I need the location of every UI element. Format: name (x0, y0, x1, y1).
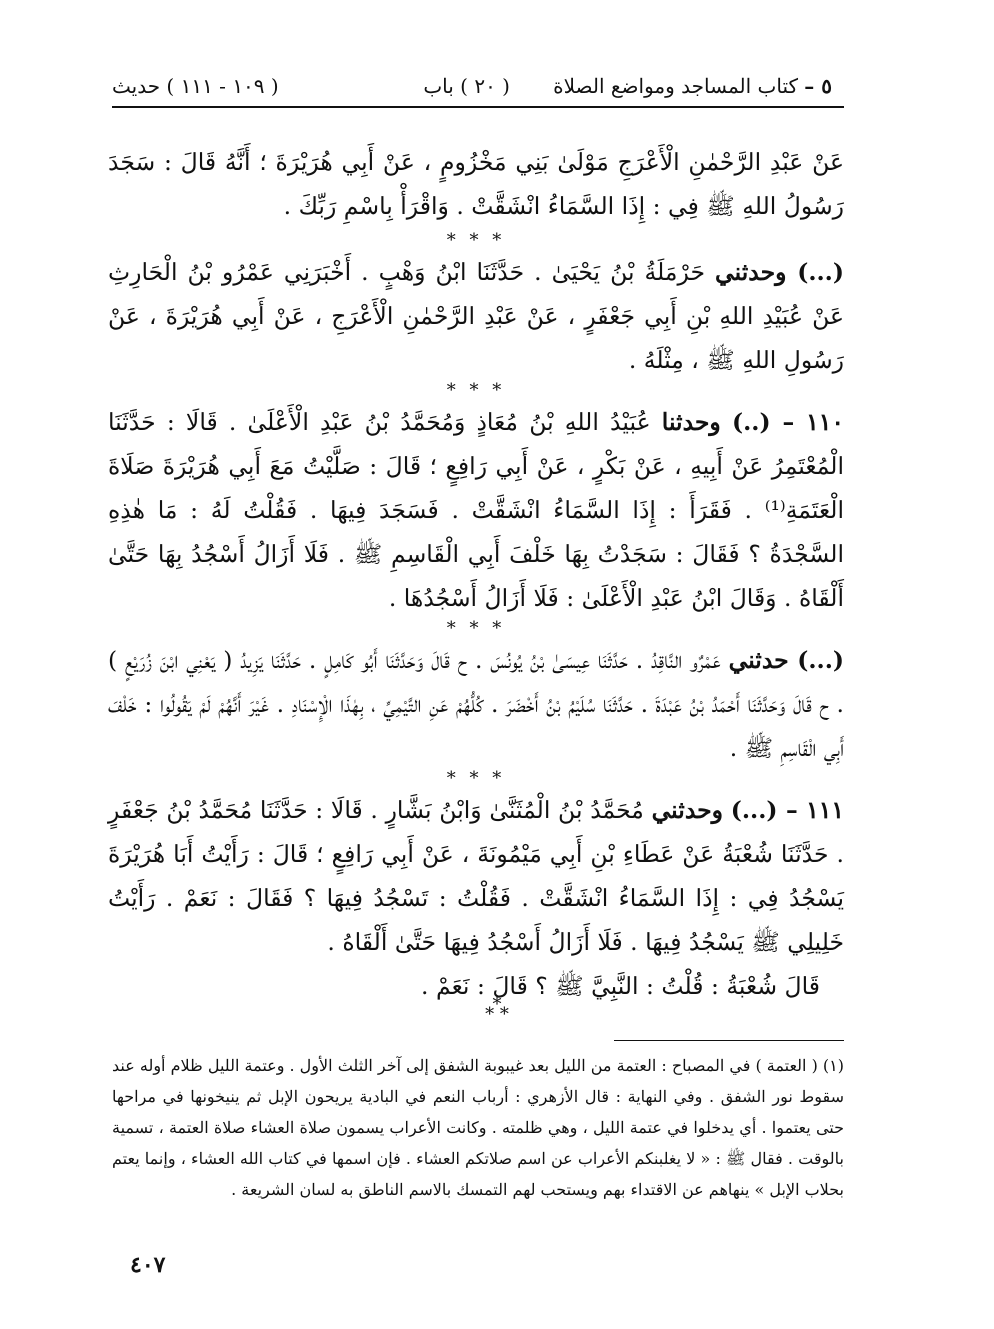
paragraph-1: عَنْ عَبْدِ الرَّحْمٰنِ الْأَعْرَجِ مَوْلَىٰ بَنِي مَخْزُومٍ ، عَنْ أَبِي هُرَيْرَةَ ؛ أَنَّهُ قَالَ : سَجَدَ رَسُولُ اللهِ ﷺ فِي : إِذَا السَّمَاءُ انْشَقَّتْ . وَاقْرَأْ بِاسْمِ رَبِّكَ . (108, 148, 844, 220)
chapter-label: ( ٢٠ ) باب (423, 74, 510, 98)
footnote-rule (614, 1040, 844, 1041)
paragraph-4 (108, 638, 844, 770)
hadith-text: مُحَمَّدُ بْنُ الْمُثَنَّىٰ وَابْنُ بَشَّارٍ . قَالَا : حَدَّثَنَا مُحَمَّدُ بْنُ جَعْفَرٍ . حَدَّثَنَا شُعْبَةُ عَنْ عَطَاءِ بْنِ أَبِي مَيْمُونَةَ ، عَنْ أَبِي رَافِعٍ ؛ قَالَ : رَأَيْتُ أَبَا هُرَيْرَةَ يَسْجُدُ فِي : إِذَا السَّمَاءُ انْشَقَّتْ . فَقُلْتُ : تَسْجُدُ فِيهَا ؟ فَقَالَ : نَعَمْ . رَأَيْتُ خَلِيلِي ﷺ يَسْجُدُ فِيهَا . فَلَا أَزَالُ أَسْجُدُ فِيهَا حَتَّىٰ أَلْقَاهُ . (108, 796, 844, 956)
running-header (112, 70, 832, 104)
header-rule (112, 106, 844, 108)
paragraph-5 (108, 788, 844, 964)
end-ornament (477, 994, 517, 1025)
sanad-marker: (...) حدثني (728, 646, 844, 674)
footnote: (١) ( العتمة ) في المصباح : العتمة من الليل بعد غيبوبة الشفق إلى آخر الثلث الأول . وعتمة الليل ظلام أوله عند سقوط نور الشفق . وفي النهاية : قال الأزهري : أرباب النعم في البادية يريحون الإبل ثم ينيخونها في مراحها حتى يعتموا . أي يدخلوا في عتمة الليل ، وهي ظلمته . وكانت الأعراب يسمون صلاة العشاء صلاة العتمة ، تسمية بالوقت . فقال ﷺ : « لا يغلبنكم الأعراب عن اسم صلاتكم العشاء . فإن اسمها في كتاب الله العشاء ، وإنما يعتم بحلاب الإبل » ينهاهم عن الاقتداء بهم ويستحب لهم التمسك بالاسم الناطق به لسان الشريعة . (112, 1056, 844, 1199)
hadith-text: عَمْرٌو النَّاقِدُ . حَدَّثَنَا عِيسَىٰ بْنُ يُونُسَ . ح قَالَ وَحَدَّثَنَا أَبُو كَامِلٍ . حَدَّثَنَا يَزِيدُ ( يَعْنِي ابْنَ زُرَيْعٍ ) . ح قَالَ وَحَدَّثَنَا أَحْمَدُ بْنُ عَبْدَةَ . حَدَّثَنَا سُلَيْمُ بْنُ أَخْضَرَ . كُلُّهُمْ عَنِ التَّيْمِيِّ ، بِهٰذَا الْإِسْنَادِ . غَيْرَ أَنَّهُمْ لَمْ يَقُولُوا : خَلْفَ أَبِي الْقَاسِمِ ﷺ . (108, 646, 844, 762)
ornament-star-top: * (492, 994, 502, 1015)
sanad-marker: وحدثني (651, 796, 724, 824)
separator-stars: * * * (446, 380, 506, 401)
hadith-number: ١١٠ – (..) (731, 408, 844, 436)
paragraph-6: قَالَ شُعْبَةُ : قُلْتُ : النَّبِيَّ ﷺ ؟ قَالَ : نَعَمْ . (421, 972, 820, 1000)
hadith-number: ١١١ – (...) (730, 796, 844, 824)
paragraph-2 (108, 250, 844, 382)
hadith-text: عُبَيْدُ اللهِ بْنُ مُعَاذٍ وَمُحَمَّدُ بْنُ عَبْدِ الْأَعْلَىٰ . قَالَا : حَدَّثَنَا الْمُعْتَمِرُ عَنْ أَبِيهِ ، عَنْ بَكْرٍ ، عَنْ أَبِي رَافِعٍ ؛ قَالَ : صَلَّيْتُ مَعَ أَبِي هُرَيْرَةَ صَلَاةَ الْعَتَمَةِ⁽¹⁾ . فَقَرَأَ : إِذَا السَّمَاءُ انْشَقَّتْ . فَسَجَدَ فِيهَا . فَقُلْتُ لَهُ : مَا هٰذِهِ السَّجْدَةُ ؟ فَقَالَ : سَجَدْتُ بِهَا خَلْفَ أَبِي الْقَاسِمِ ﷺ . فَلَا أَزَالُ أَسْجُدُ بِهَا حَتَّىٰ أَلْقَاهُ . وَقَالَ ابْنُ عَبْدِ الْأَعْلَىٰ : فَلَا أَزَالُ أَسْجُدُهَا . (108, 408, 844, 612)
page-number: ٤٠٧ (130, 1252, 166, 1278)
hadith-text: حَرْمَلَةُ بْنُ يَحْيَىٰ . حَدَّثَنَا ابْنُ وَهْبٍ . أَخْبَرَنِي عَمْرُو بْنُ الْحَارِثِ عَنْ عُبَيْدِ اللهِ بْنِ أَبِي جَعْفَرٍ ، عَنْ عَبْدِ الرَّحْمٰنِ الْأَعْرَجِ ، عَنْ أَبِي هُرَيْرَةَ ، عَنْ رَسُولِ اللهِ ﷺ ، مِثْلَهُ . (108, 258, 844, 374)
separator-stars: * * * (446, 618, 506, 639)
separator-stars: * * * (446, 230, 506, 251)
separator-stars: * * * (446, 768, 506, 789)
sanad-marker: (...) وحدثني (715, 258, 844, 286)
book-title: كتاب المساجد ومواضع الصلاة (553, 74, 798, 98)
paragraph-3 (108, 400, 844, 620)
ornament-stars-bottom: * * (485, 1004, 509, 1025)
hadith-range: ( ١٠٩ - ١١١ ) حديث (112, 74, 279, 98)
chapter-number: ٥ – (804, 74, 832, 98)
main-text (108, 140, 844, 1015)
sanad-marker: وحدثنا (661, 408, 721, 436)
